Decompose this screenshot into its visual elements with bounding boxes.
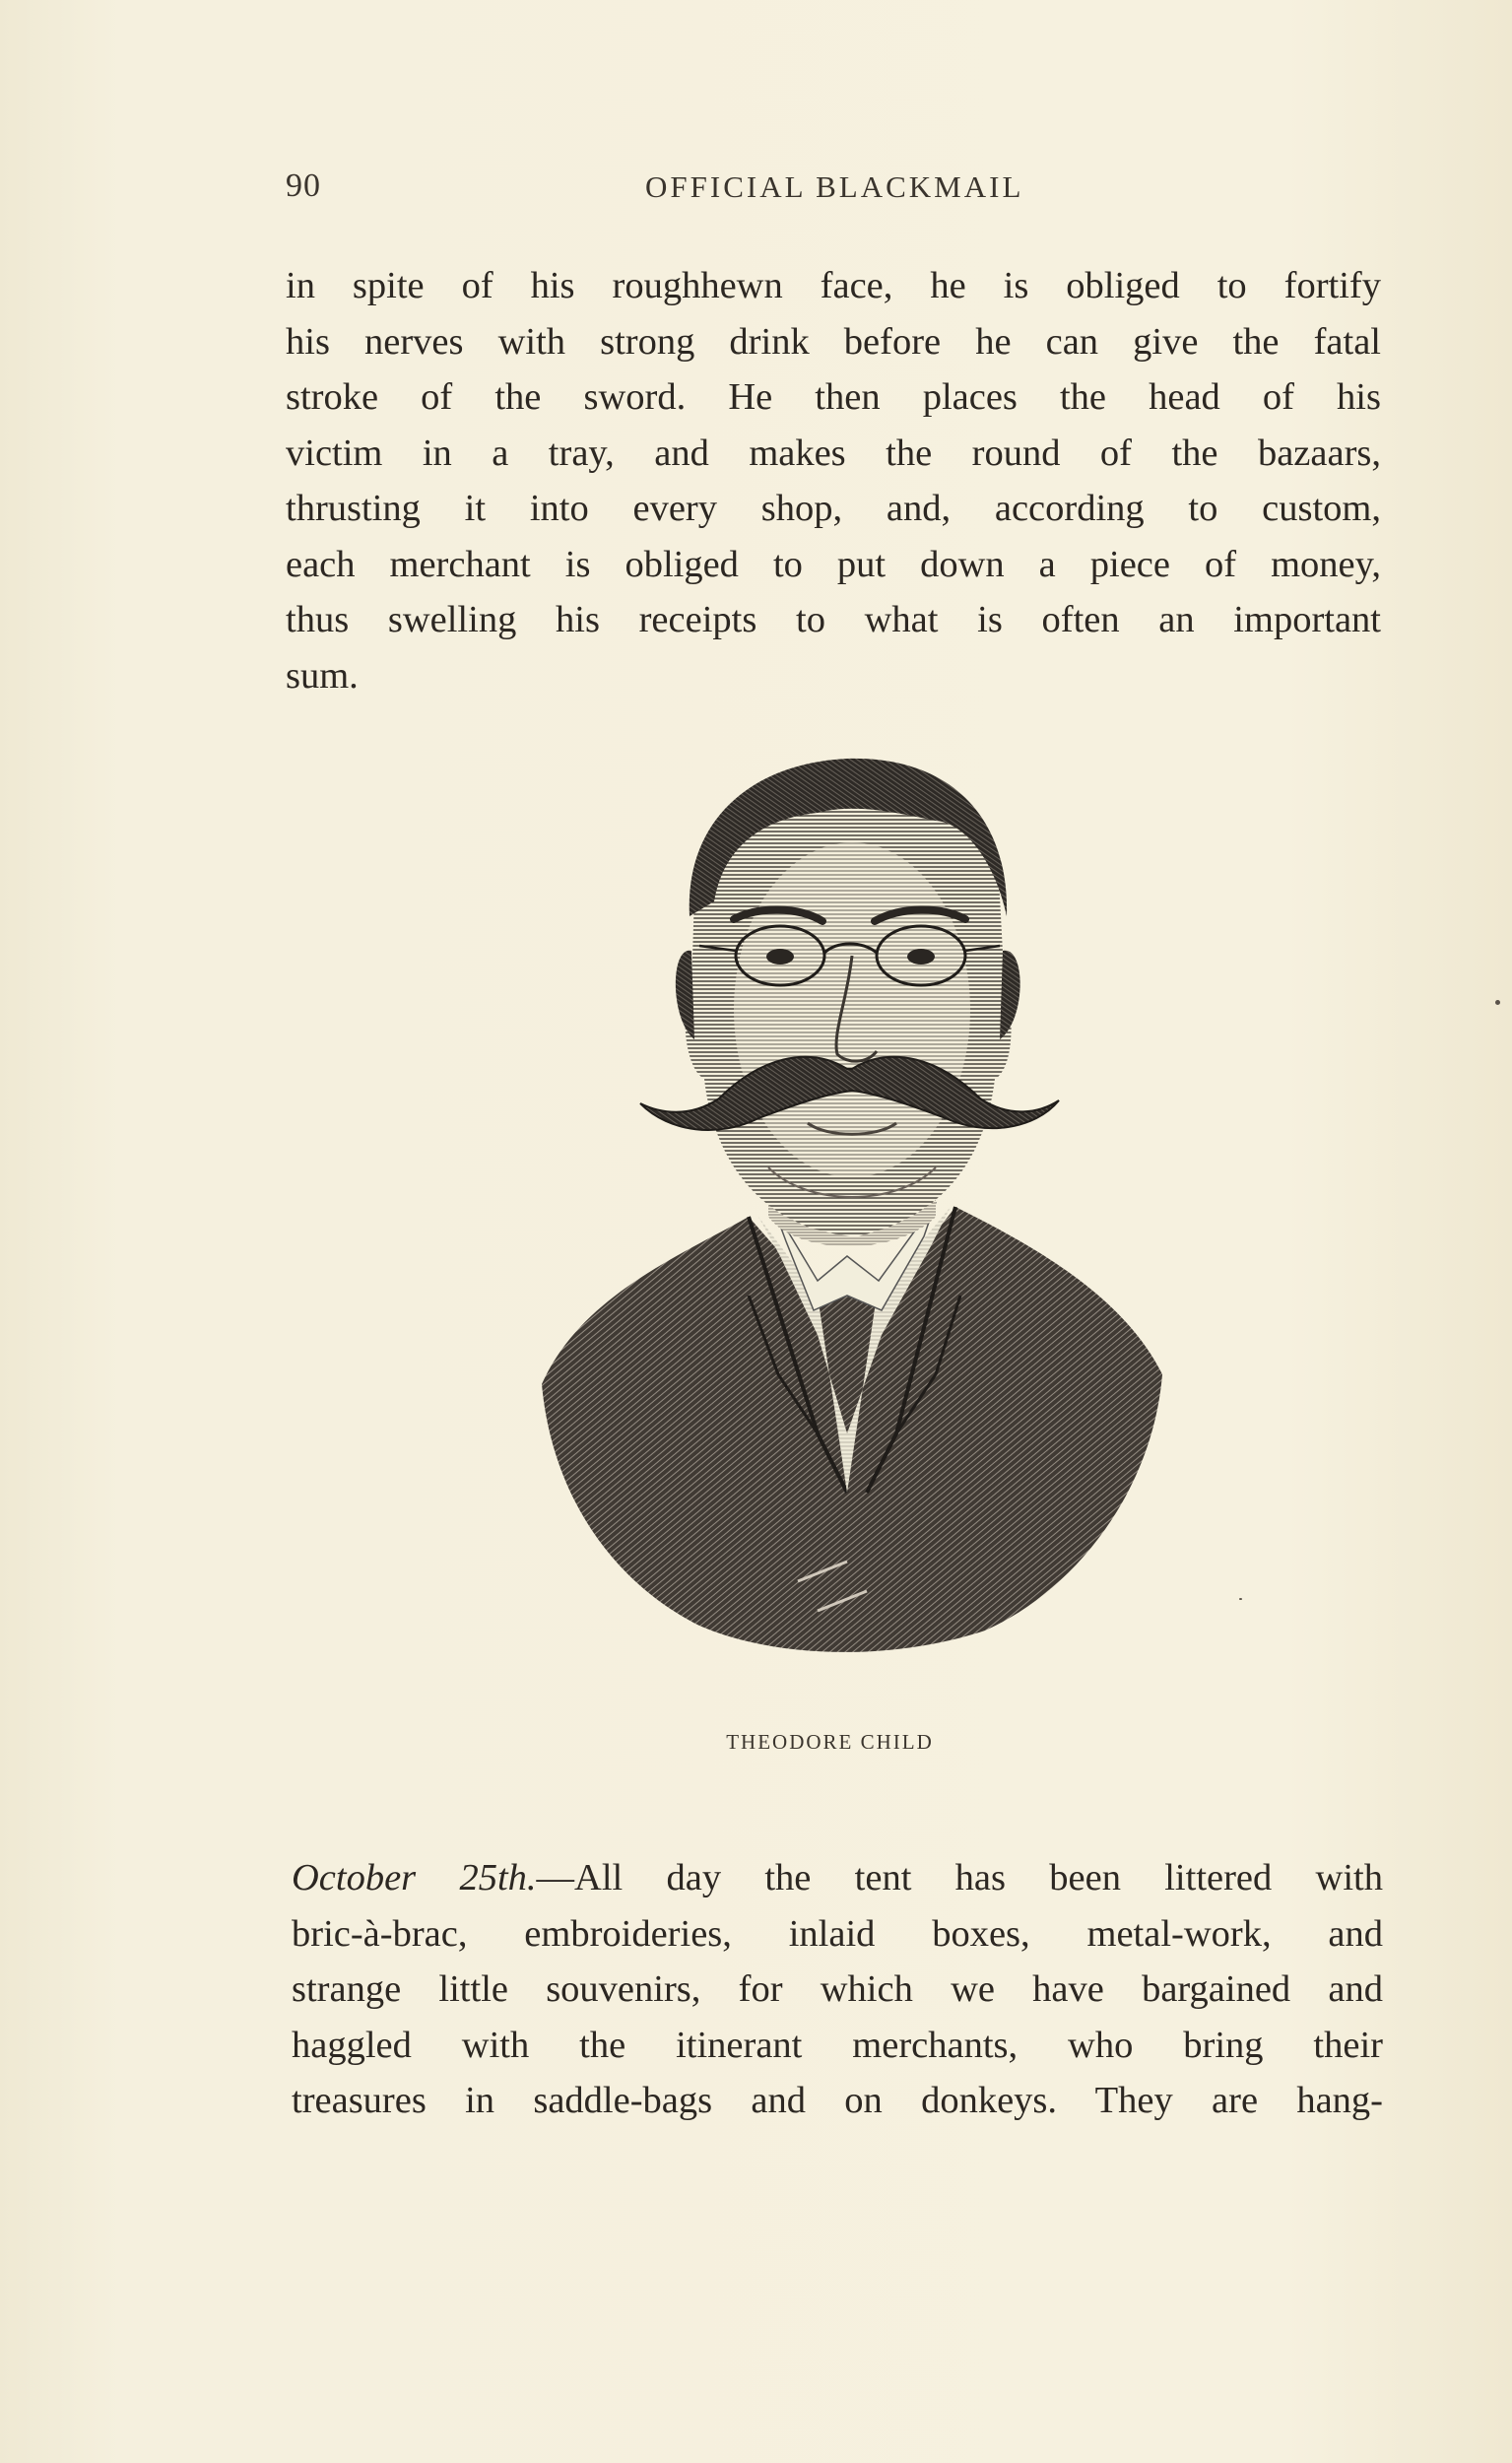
text-line: sum. <box>286 654 359 697</box>
engraved-portrait-icon <box>522 744 1172 1655</box>
text-line: bric-à-brac, embroideries, inlaid boxes, metal-work, and <box>292 1912 1383 1955</box>
text-line: each merchant is obliged to put down a piece of money, <box>286 543 1381 585</box>
paper-speck <box>1239 1598 1242 1600</box>
paper-speck <box>1495 1000 1500 1005</box>
date-lead: October 25th. <box>292 1857 537 1898</box>
portrait-figure <box>522 744 1172 1655</box>
text-line-first <box>292 1850 1383 1906</box>
paragraph-1 <box>286 258 1381 703</box>
running-title: OFFICIAL BLACKMAIL <box>645 169 1024 204</box>
text-line: in spite of his roughhewn face, he is obliged to fortify <box>286 265 1381 306</box>
text-line: treasures in saddle-bags and on donkeys. They are hang- <box>292 2080 1383 2121</box>
text-line: thus swelling his receipts to what is often an important <box>286 599 1381 640</box>
page-number: 90 <box>286 167 321 204</box>
text-line: his nerves with strong drink before he can give the fatal <box>286 320 1381 363</box>
text-line: stroke of the sword. He then places the head of his <box>286 376 1381 418</box>
paragraph-2 <box>292 1850 1383 2129</box>
first-line-rest: —All day the tent has been littered with <box>536 1857 1383 1898</box>
text-line: victim in a tray, and makes the round of the bazaars, <box>286 432 1381 474</box>
text-line: haggled with the itinerant merchants, who bring their <box>292 2024 1383 2066</box>
figure-caption: THEODORE CHILD <box>726 1730 934 1754</box>
text-line: strange little souvenirs, for which we have bargained and <box>292 1968 1383 2010</box>
text-line: thrusting it into every shop, and, according to custom, <box>286 488 1381 529</box>
running-head <box>286 167 1384 217</box>
